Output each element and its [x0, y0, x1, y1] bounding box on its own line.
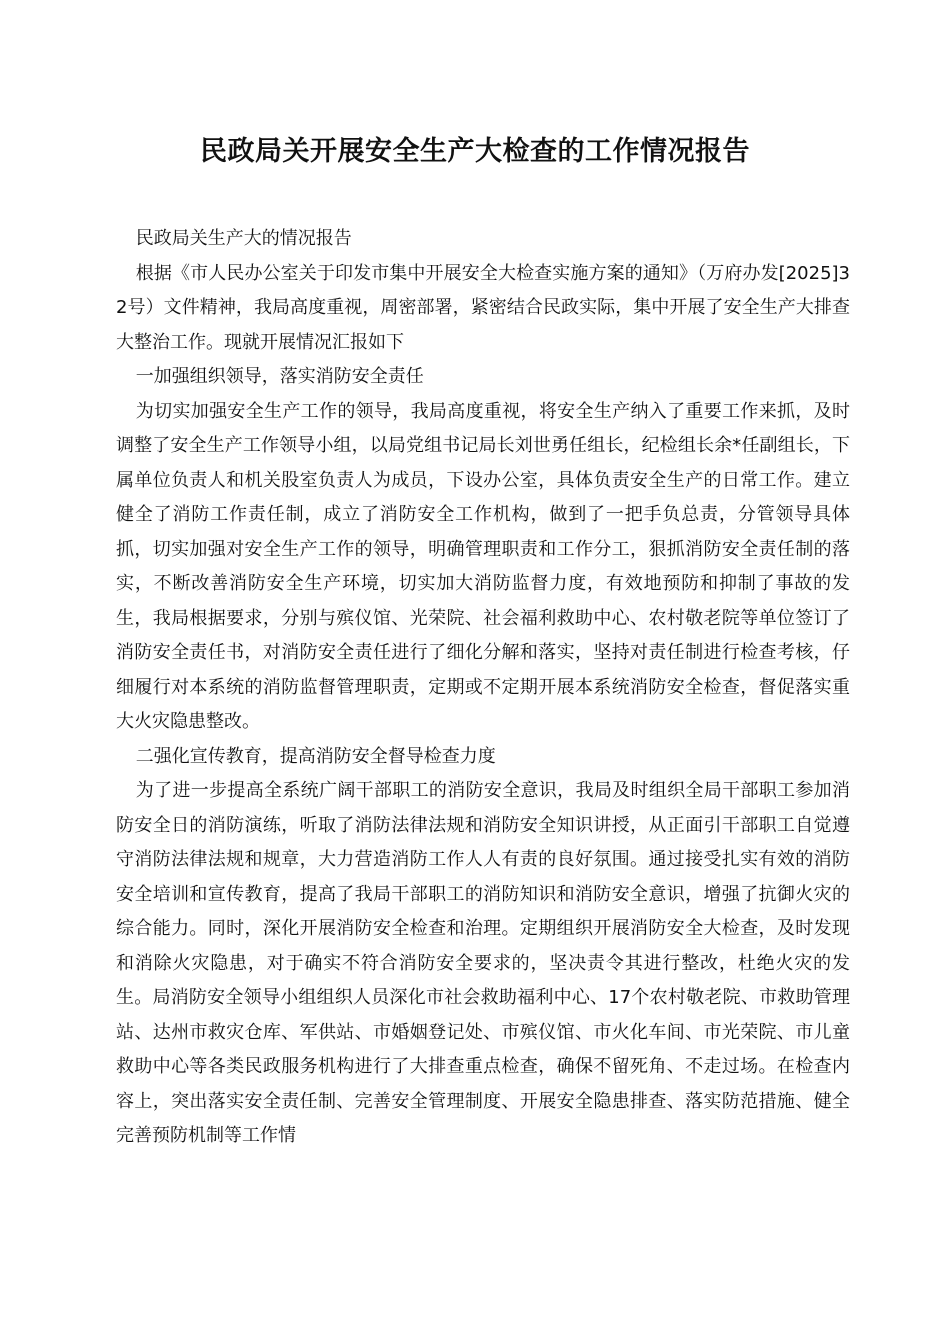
section-1-heading: 一加强组织领导，落实消防安全责任	[135, 366, 424, 387]
section-2-paragraph: 为了进一步提高全系统广阔干部职工的消防安全意识，我局及时组织全局干部职工参加消防安全日的消防演练，听取了消防法律法规和消防安全知识讲授，从正面引干部职工自觉遵守消防法律法规和规章，大力营造消防工作人人有责的良好氛围。通过接受扎实有效的消防安全培训和宣传教育，提高了我局干部职工的消防知识和消防安全意识，增强了抗御火灾的综合能力。同时，深化开展消防安全检查和治理。定期组织开展消防安全大检查，及时发现和消除火灾隐患，对于确实不符合消防安全要求的，坚决责令其进行整改，杜绝火灾的发生。局消防安全领导小组组织人员深化市社会救助福利中心、17个农村敬老院、市救助管理站、达州市救灾仓库、军供站、市婚姻登记处、市殡仪馆、市火化车间、市光荣院、市儿童救助中心等各类民政服务机构进行了大排查重点检查，确保不留死角、不走过场。在检查内容上，突出落实安全责任制、完善安全管理制度、开展安全隐患排查、落实防范措施、健全完善预防机制等工作情	[116, 780, 850, 1146]
section-1-paragraph: 为切实加强安全生产工作的领导，我局高度重视，将安全生产纳入了重要工作来抓，及时调整了安全生产工作领导小组，以局党组书记局长刘世勇任组长，纪检组长余*任副组长，下属单位负责人和机关股室负责人为成员，下设办公室，具体负责安全生产的日常工作。建立健全了消防工作责任制，成立了消防安全工作机构，做到了一把手负总责，分管领导具体抓，切实加强对安全生产工作的领导，明确管理职责和工作分工，狠抓消防安全责任制的落实，不断改善消防安全生产环境，切实加大消防监督力度，有效地预防和抑制了事故的发生，我局根据要求，分别与殡仪馆、光荣院、社会福利救助中心、农村敬老院等单位签订了消防安全责任书，对消防安全责任进行了细化分解和落实，坚持对责任制进行检查考核，仔细履行对本系统的消防监督管理职责，定期或不定期开展本系统消防安全检查，督促落实重大火灾隐患整改。	[116, 400, 850, 732]
document-subtitle: 民政局关生产大的情况报告	[135, 228, 352, 249]
document-body	[116, 222, 850, 1154]
section-2-heading: 二强化宣传教育，提高消防安全督导检查力度	[135, 745, 496, 767]
intro-paragraph: 根据《市人民办公室关于印发市集中开展安全大检查实施方案的通知》（万府办发[2025]32号）文件精神，我局高度重视，周密部署，紧密结合民政实际，集中开展了安全生产大排查大整治工作。现就开展情况汇报如下	[116, 262, 850, 353]
document-title: 民政局关开展安全生产大检查的工作情况报告	[200, 136, 750, 167]
